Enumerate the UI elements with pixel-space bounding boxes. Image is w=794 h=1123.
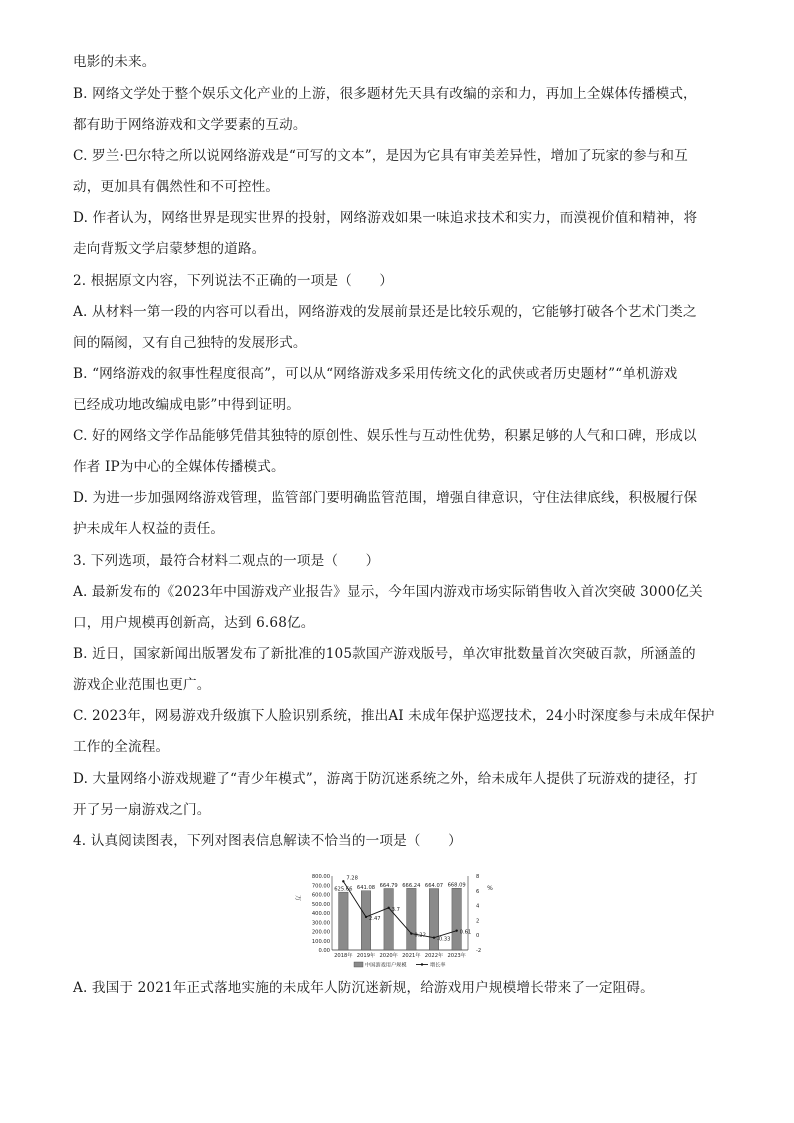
text-line: 间的隔阂，又有自己独特的发展形式。 bbox=[73, 335, 307, 351]
growth-rate-label: 2.47 bbox=[369, 915, 381, 922]
growth-rate-label: 3.7 bbox=[391, 906, 400, 913]
y-tick-label: 0.00 bbox=[318, 948, 330, 954]
growth-rate-label: -0.33 bbox=[437, 936, 451, 943]
text-line: 作者 IP为中心的全媒体传播模式。 bbox=[73, 459, 285, 475]
growth-rate-point bbox=[455, 929, 457, 931]
text-line: 工作的全流程。 bbox=[73, 739, 170, 755]
bar-data-label: 664.79 bbox=[379, 883, 398, 890]
text-line: 3. 下列选项，最符合材料二观点的一项是（ ） bbox=[73, 553, 380, 569]
x-tick-label: 2022年 bbox=[424, 953, 444, 959]
text-line: B. 近日，国家新闻出版署发布了新批准的105款国产游戏版号，单次审批数量首次突破百款，所涵盖的 bbox=[73, 646, 696, 662]
bar bbox=[407, 888, 417, 950]
bar-data-label: 625.66 bbox=[334, 886, 353, 893]
text-line: D. 作者认为，网络世界是现实世界的投射，网络游戏如果一味追求技术和实力，而漠视价值和精神，将 bbox=[73, 210, 698, 226]
option-a-text: A. 我国于 2021年正式落地实施的未成年人防沉迷新规，给游戏用户规模增长带来了一定阻碍。 bbox=[73, 980, 654, 996]
x-tick-label: 2023年 bbox=[447, 953, 466, 959]
bar bbox=[452, 888, 462, 950]
bar-data-label: 641.08 bbox=[356, 885, 376, 892]
growth-rate-label: 7.28 bbox=[346, 875, 358, 882]
y-tick-label: 200.00 bbox=[311, 929, 330, 936]
x-tick-label: 2019年 bbox=[356, 953, 376, 959]
text-line: C. 2023年，网易游戏升级旗下人脸识别系统，推出AI 未成年保护巡逻技术，24小时深度参与未成年保护 bbox=[73, 708, 715, 724]
text-line: 已经成功地改编成电影”中得到证明。 bbox=[73, 397, 300, 413]
y2-tick-label: 8 bbox=[476, 874, 480, 880]
legend-bar-label: 中国游戏用户规模 bbox=[365, 962, 407, 969]
y2-tick-label: 2 bbox=[476, 918, 480, 925]
y2-tick-label: -2 bbox=[476, 948, 482, 954]
y-tick-label: 400.00 bbox=[311, 911, 330, 917]
text-line: 都有助于网络游戏和文学要素的互动。 bbox=[73, 117, 307, 133]
growth-rate-label: 0.22 bbox=[414, 932, 426, 939]
x-tick-label: 2020年 bbox=[379, 953, 398, 959]
user-scale-chart bbox=[292, 868, 524, 974]
y-tick-label: 500.00 bbox=[311, 901, 330, 908]
legend-line-label: 增长率 bbox=[430, 962, 446, 969]
text-line: A. 最新发布的《2023年中国游戏产业报告》显示，今年国内游戏市场实际销售收入首次突破 3000亿关 bbox=[73, 584, 703, 600]
text-line: 开了另一扇游戏之门。 bbox=[73, 802, 211, 818]
text-line: C. 好的网络文学作品能够凭借其独特的原创性、娱乐性与互动性优势，积累足够的人气和口碑，形成以 bbox=[73, 428, 697, 444]
y-axis-label: 万 bbox=[294, 894, 301, 902]
y2-tick-label: 6 bbox=[476, 888, 480, 895]
text-line: 游戏企业范围也更广。 bbox=[73, 677, 211, 693]
y-tick-label: 700.00 bbox=[311, 883, 330, 890]
x-tick-label: 2021年 bbox=[402, 953, 421, 959]
text-line: C. 罗兰·巴尔特之所以说网络游戏是“可写的文本”，是因为它具有审美差异性，增加了玩家的参与和互 bbox=[73, 148, 688, 164]
bar bbox=[384, 889, 394, 950]
growth-rate-point bbox=[365, 916, 367, 918]
y-tick-label: 100.00 bbox=[311, 938, 330, 945]
text-line: D. 大量网络小游戏规避了“青少年模式”，游离于防沉迷系统之外，给未成年人提供了玩游戏的捷径，打 bbox=[73, 771, 698, 787]
x-tick-label: 2018年 bbox=[334, 953, 353, 959]
bar-data-label: 666.24 bbox=[402, 882, 421, 889]
growth-rate-label: 0.61 bbox=[459, 929, 472, 936]
text-line: 动，更加具有偶然性和不可控性。 bbox=[73, 179, 280, 195]
growth-rate-point bbox=[410, 932, 412, 934]
bar-data-label: 668.09 bbox=[447, 882, 466, 889]
y-tick-label: 800.00 bbox=[311, 874, 330, 880]
text-line: B. 网络文学处于整个娱乐文化产业的上游，很多题材先天具有改编的亲和力，再加上全媒体传播模式， bbox=[73, 86, 697, 102]
growth-rate-point bbox=[387, 907, 389, 909]
text-line: A. 从材料一第一段的内容可以看出，网络游戏的发展前景还是比较乐观的，它能够打破各个艺术门类之 bbox=[73, 304, 697, 320]
legend-line-marker bbox=[421, 963, 423, 965]
y2-axis-label: % bbox=[487, 885, 493, 892]
text-line: 护未成年人权益的责任。 bbox=[73, 521, 225, 537]
bar bbox=[339, 892, 349, 950]
y-tick-label: 600.00 bbox=[311, 892, 330, 899]
growth-rate-point bbox=[433, 936, 435, 938]
text-line: 2. 根据原文内容，下列说法不正确的一项是（ ） bbox=[73, 273, 394, 289]
text-line: D. 为进一步加强网络游戏管理，监管部门要明确监管范围，增强自律意识，守住法律底线，积极履行保 bbox=[73, 490, 698, 506]
y2-tick-label: 0 bbox=[476, 933, 480, 940]
y-tick-label: 300.00 bbox=[311, 920, 330, 927]
text-line: 4. 认真阅读图表，下列对图表信息解读不恰当的一项是（ ） bbox=[73, 833, 462, 849]
y2-tick-label: 4 bbox=[476, 903, 480, 910]
text-line: 电影的未来。 bbox=[73, 54, 156, 70]
legend-bar-swatch bbox=[354, 962, 363, 967]
text-line: B. “网络游戏的叙事性程度很高”，可以从“网络游戏多采用传统文化的武侠或者历史题材”“单机游戏 bbox=[73, 366, 678, 382]
growth-rate-point bbox=[342, 880, 344, 882]
text-line: 口，用户规模再创新高，达到 6.68亿。 bbox=[73, 615, 315, 631]
text-line: 走向背叛文学启蒙梦想的道路。 bbox=[73, 241, 266, 257]
bar-data-label: 664.07 bbox=[424, 883, 444, 890]
